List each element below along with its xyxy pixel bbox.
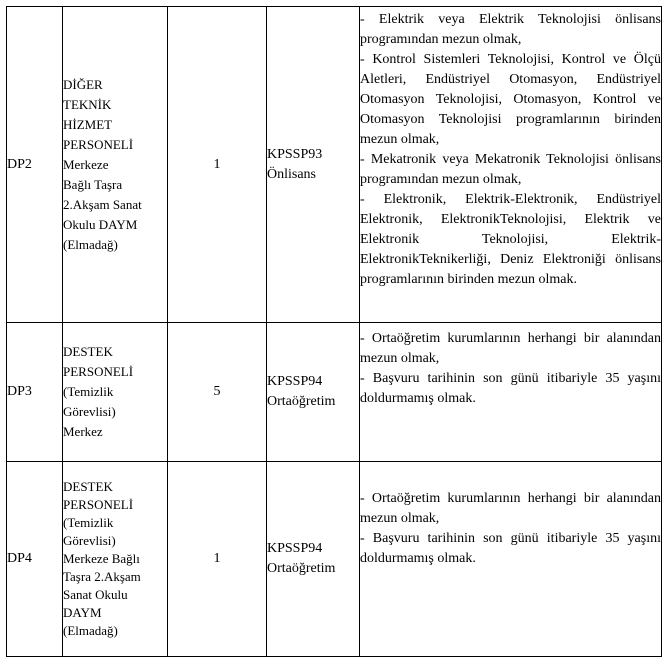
title-line: Okulu DAYM: [63, 216, 138, 232]
condition-item: - Ortaöğretim kurumlarının herhangi bir alanından mezun olmak,: [360, 331, 661, 366]
position-title: [63, 462, 168, 657]
title-line: DESTEK: [63, 344, 113, 359]
title-line: 2.Akşam Sanat: [63, 196, 142, 212]
position-title: [63, 7, 168, 323]
title-line: Merkeze: [63, 156, 109, 172]
kpss-level: Ortaöğretim: [267, 561, 336, 576]
title-line: TEKNİK: [63, 96, 112, 112]
title-line: (Elmadağ): [63, 623, 118, 638]
title-line: (Temizlik: [63, 515, 114, 530]
position-count: 5: [168, 323, 267, 462]
title-line: Merkez: [63, 424, 103, 439]
condition-item: - Başvuru tarihinin son günü itibariyle 35 yaşını doldurmamış olmak.: [360, 531, 661, 566]
qualification-conditions: [360, 323, 662, 462]
table-row: [7, 323, 662, 462]
title-line: DAYM: [63, 605, 102, 620]
kpss-level: Ortaöğretim: [267, 394, 336, 409]
condition-item: - Mekatronik veya Mekatronik Teknolojisi önlisans programından mezun olmak,: [360, 152, 661, 187]
condition-item: - Elektrik veya Elektrik Teknolojisi önlisans programından mezun olmak,: [360, 12, 661, 47]
position-count: 1: [168, 462, 267, 657]
title-line: Görevlisi): [63, 533, 116, 548]
qualification-conditions: [360, 7, 662, 323]
title-line: PERSONELİ: [63, 364, 134, 379]
title-line: DİĞER: [63, 76, 103, 92]
title-line: Sanat Okulu: [63, 587, 128, 602]
title-line: Bağlı Taşra: [63, 176, 123, 192]
title-line: PERSONELİ: [63, 497, 134, 512]
personnel-requirements-table: [6, 6, 662, 657]
title-line: Merkeze Bağlı: [63, 551, 140, 566]
condition-item: - Başvuru tarihinin son günü itibariyle 35 yaşını doldurmamış olmak.: [360, 371, 661, 406]
title-line: (Temizlik: [63, 384, 114, 399]
table-row: [7, 462, 662, 657]
position-code: DP4: [7, 462, 63, 657]
kpss-level: Önlisans: [267, 166, 316, 182]
kpss-score-type: [267, 462, 360, 657]
kpss-score-type: [267, 7, 360, 323]
qualification-conditions: [360, 462, 662, 657]
title-line: Taşra 2.Akşam: [63, 569, 141, 584]
position-count: 1: [168, 7, 267, 323]
title-line: HİZMET: [63, 116, 113, 132]
condition-item: - Elektronik, Elektrik-Elektronik, Endüstriyel Elektronik, ElektronikTeknolojisi, Elektrik ve Elektronik Teknolojisi, Elektrik-ElektronikTeknikerliği, Deniz Elektroniği önlisans programlarının birinden mezun olmak.: [360, 192, 661, 287]
condition-item: - Ortaöğretim kurumlarının herhangi bir alanından mezun olmak,: [360, 491, 661, 526]
position-title: [63, 323, 168, 462]
title-line: (Elmadağ): [63, 236, 118, 252]
kpss-code: KPSSP94: [267, 374, 323, 389]
title-line: DESTEK: [63, 479, 113, 494]
position-code: DP2: [7, 7, 63, 323]
kpss-score-type: [267, 323, 360, 462]
kpss-code: KPSSP93: [267, 146, 323, 162]
table-row: [7, 7, 662, 323]
kpss-code: KPSSP94: [267, 541, 323, 556]
condition-item: - Kontrol Sistemleri Teknolojisi, Kontrol ve Ölçü Aletleri, Endüstriyel Otomasyon, Endüstriyel Otomasyon Teknolojisi, Otomasyon, Kontrol ve Otomasyon Teknolojisi programlarının birinden mezun olmak,: [360, 52, 661, 147]
title-line: Görevlisi): [63, 404, 116, 419]
position-code: DP3: [7, 323, 63, 462]
title-line: PERSONELİ: [63, 136, 134, 152]
